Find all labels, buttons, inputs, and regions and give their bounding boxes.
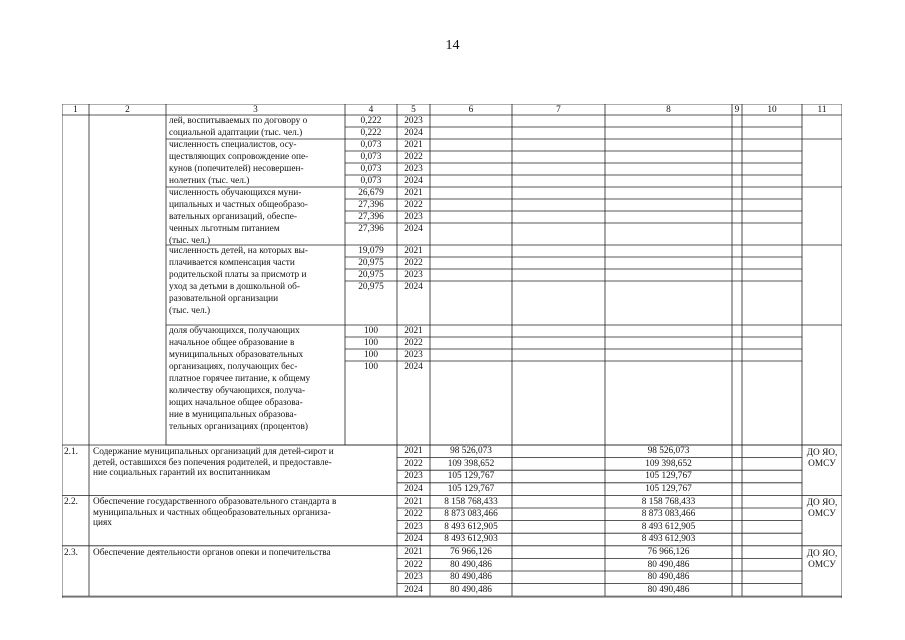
indicator-value: 0,222: [360, 128, 382, 138]
indicator-value: 0,073: [360, 164, 382, 174]
indicator-value: 27,396: [358, 224, 384, 234]
indicator-text: вательных организаций, обеспе-: [169, 212, 297, 222]
indicator-value: 27,396: [358, 200, 384, 210]
section-number: 2.1.: [64, 447, 78, 457]
section-regional-budget: 8 873 083,466: [641, 509, 696, 520]
section-total: 80 490,486: [450, 559, 492, 570]
indicator-value: 20,975: [358, 270, 384, 280]
indicator-text: начальное общее образование в: [169, 338, 295, 348]
section-regional-budget: 8 158 768,433: [641, 496, 696, 507]
section-total: 76 966,126: [450, 547, 492, 557]
indicator-value: 20,975: [358, 258, 384, 268]
section-year: 2024: [404, 584, 423, 595]
indicator-value: 100: [364, 326, 378, 336]
section-regional-budget: 109 398,652: [645, 458, 692, 469]
indicator-text: (тыс. чел.): [169, 306, 211, 316]
section-regional-budget: 80 490,486: [647, 559, 690, 570]
section-year: 2022: [404, 458, 423, 469]
section-executor: ДО ЯО,: [806, 448, 838, 458]
indicator-year: 2024: [404, 282, 423, 292]
indicator-text: доля обучающихся, получающих: [169, 326, 300, 336]
indicator-value: 19,079: [358, 246, 384, 256]
header-cell-10: 10: [767, 105, 777, 115]
section-total: 98 526,073: [450, 446, 492, 457]
section-total: 109 398,652: [447, 458, 495, 469]
section-year: 2022: [404, 559, 423, 570]
section-regional-budget: 80 490,486: [647, 584, 690, 595]
section-title: муниципальных и частных общеобразовательных организа-: [93, 507, 331, 518]
header-cell-9: 9: [734, 105, 740, 115]
section-year: 2021: [404, 547, 423, 557]
indicator-year: 2022: [404, 258, 423, 268]
header-cell-8: 8: [666, 105, 671, 115]
indicator-text: уход за детьми в дошкольной об-: [169, 282, 300, 292]
section-executor: ДО ЯО,: [806, 548, 838, 559]
section-year: 2022: [404, 509, 423, 520]
section-title: Обеспечение деятельности органов опеки и попечительства: [93, 547, 331, 558]
indicator-text: разовательной организации: [169, 294, 279, 304]
indicator-text: плачивается компенсация части: [169, 258, 295, 268]
indicator-text: кунов (попечителей) несовершен-: [169, 164, 304, 174]
section-total: 105 129,767: [447, 484, 495, 494]
indicator-year: 2023: [404, 350, 423, 360]
section-number: 2.3.: [64, 547, 78, 558]
indicator-text: лей, воспитываемых по договору о: [169, 116, 308, 126]
section-total: 8 493 612,905: [444, 521, 498, 532]
section-year: 2023: [404, 521, 423, 532]
section-total: 8 493 612,903: [444, 534, 498, 545]
indicator-year: 2021: [404, 246, 423, 256]
indicator-text: численность обучающихся муни-: [169, 188, 302, 198]
indicator-year: 2023: [404, 164, 423, 174]
section-total: 8 158 768,433: [444, 496, 498, 507]
indicator-text: тельных организациях (процентов): [169, 422, 308, 432]
indicator-year: 2024: [404, 128, 423, 138]
budget-table: [62, 104, 842, 598]
section-total: 80 490,486: [450, 584, 492, 595]
section-executor: ОМСУ: [808, 459, 836, 469]
indicator-text: количеству обучающихся, получа-: [169, 386, 306, 396]
header-cell-11: 11: [817, 105, 827, 115]
section-year: 2021: [404, 446, 423, 457]
indicator-text: ществляющих сопровождение опе-: [169, 152, 309, 162]
section-regional-budget: 105 129,767: [645, 471, 692, 482]
header-cell-1: 1: [73, 105, 78, 115]
indicator-text: численность детей, на которых вы-: [169, 246, 308, 256]
page-number: 14: [445, 38, 460, 53]
section-regional-budget: 80 490,486: [647, 572, 690, 583]
section-title: Содержание муниципальных организаций для детей-сирот и: [93, 447, 334, 457]
section-regional-budget: 76 966,126: [647, 547, 690, 557]
indicator-text: нолетних (тыс. чел.): [169, 176, 250, 186]
indicator-year: 2023: [404, 270, 423, 280]
indicator-text: ченных льготным питанием: [169, 224, 280, 234]
indicator-text: (тыс. чел.): [169, 236, 211, 246]
section-title: ние социальных гарантий их воспитанникам: [93, 468, 271, 478]
indicator-year: 2021: [404, 188, 423, 198]
indicator-year: 2021: [404, 140, 423, 150]
indicator-year: 2024: [404, 362, 423, 372]
header-cell-3: 3: [253, 105, 258, 115]
indicator-value: 20,975: [358, 282, 384, 292]
header-cell-7: 7: [556, 105, 561, 115]
indicator-text: платное горячее питание, к общему: [169, 374, 311, 384]
indicator-text: ние в муниципальных образова-: [169, 410, 297, 420]
section-total: 80 490,486: [450, 572, 492, 583]
header-cell-2: 2: [125, 105, 130, 115]
section-number: 2.2.: [64, 497, 78, 508]
indicator-year: 2024: [404, 224, 423, 234]
section-year: 2023: [404, 471, 423, 482]
indicator-year: 2023: [404, 116, 423, 126]
header-cell-5: 5: [411, 105, 416, 115]
section-executor: ОМСУ: [808, 509, 836, 520]
section-year: 2024: [404, 534, 423, 545]
indicator-text: ципальных и частных общеобразо-: [169, 200, 308, 210]
indicator-value: 0,222: [360, 116, 382, 126]
indicator-year: 2022: [404, 152, 423, 162]
indicator-text: численность специалистов, осу-: [169, 140, 297, 150]
indicator-value: 0,073: [360, 176, 382, 186]
indicator-value: 0,073: [360, 140, 382, 150]
indicator-value: 100: [364, 350, 378, 360]
indicator-year: 2022: [404, 200, 423, 210]
section-year: 2024: [404, 484, 423, 494]
section-year: 2021: [404, 496, 423, 507]
indicator-text: муниципальных образовательных: [169, 350, 304, 360]
section-regional-budget: 105 129,767: [645, 484, 692, 494]
header-cell-6: 6: [468, 105, 474, 115]
indicator-text: социальной адаптации (тыс. чел.): [169, 128, 303, 138]
section-title: детей, оставшихся без попечения родителей, и предоставле-: [93, 457, 332, 468]
section-executor: ДО ЯО,: [806, 498, 838, 509]
indicator-year: 2021: [404, 326, 423, 336]
indicator-value: 0,073: [360, 152, 382, 162]
indicator-value: 27,396: [358, 212, 384, 222]
section-year: 2023: [404, 572, 423, 583]
section-title: Обеспечение государственного образовательного стандарта в: [93, 497, 337, 508]
header-cell-4: 4: [368, 105, 374, 115]
section-executor: ОМСУ: [808, 559, 836, 570]
section-regional-budget: 98 526,073: [647, 446, 690, 457]
indicator-value: 100: [364, 338, 378, 348]
indicator-value: 26,679: [358, 188, 384, 198]
indicator-text: организациях, получающих бес-: [169, 362, 298, 372]
section-regional-budget: 8 493 612,905: [641, 521, 696, 532]
section-regional-budget: 8 493 612,903: [641, 534, 696, 545]
indicator-year: 2024: [404, 176, 423, 186]
indicator-text: ющих начальное общее образова-: [169, 398, 303, 408]
section-total: 8 873 083,466: [444, 509, 498, 520]
indicator-text: родительской платы за присмотр и: [169, 270, 307, 280]
indicator-year: 2022: [404, 338, 423, 348]
indicator-value: 100: [364, 362, 378, 372]
section-title: циях: [93, 518, 112, 529]
section-total: 105 129,767: [447, 471, 495, 482]
indicator-year: 2023: [404, 212, 423, 222]
